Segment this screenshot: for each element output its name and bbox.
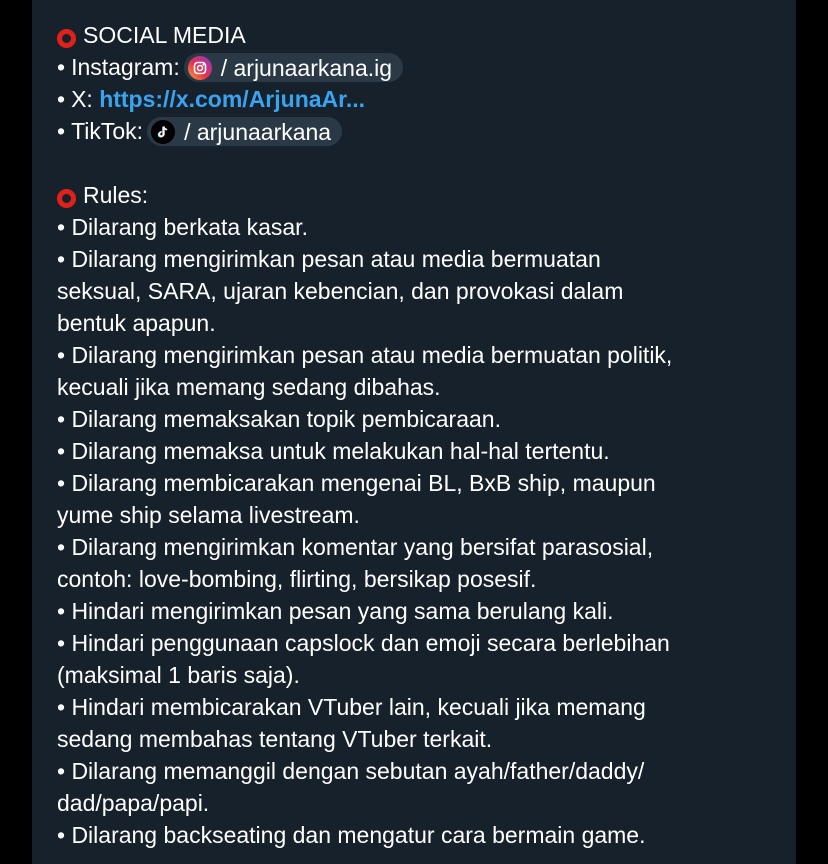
- rule-line: (maksimal 1 baris saja).: [57, 662, 300, 688]
- instagram-handle: / arjunaarkana.ig: [220, 54, 393, 81]
- rule-line: dad/papa/papi.: [57, 790, 210, 816]
- rule-line: • Dilarang mengirimkan pesan atau media bermuatan: [57, 246, 601, 272]
- rule-line: sedang membahas tentang VTuber terkait.: [57, 726, 493, 752]
- rule-line: • Dilarang mengirimkan pesan atau media bermuatan politik,: [57, 342, 673, 368]
- tiktok-handle: / arjunaarkana: [184, 118, 332, 145]
- rule-line: seksual, SARA, ujaran kebencian, dan provokasi dalam: [57, 278, 624, 304]
- instagram-chip[interactable]: [184, 53, 403, 82]
- rule-line: • Dilarang memaksa untuk melakukan hal-hal tertentu.: [57, 438, 610, 464]
- rule-line: • Dilarang berkata kasar.: [57, 214, 308, 240]
- bullet: •: [57, 54, 66, 80]
- red-circle-icon: [57, 189, 76, 208]
- tiktok-line: [57, 115, 787, 147]
- bullet: •: [57, 86, 66, 112]
- rule-line: • Dilarang backseating dan mengatur cara bermain game.: [57, 822, 646, 848]
- rule-line: • Dilarang mengirimkan komentar yang bersifat parasosial,: [57, 534, 654, 560]
- tiktok-chip[interactable]: [147, 117, 342, 146]
- rules-heading-line: [57, 179, 787, 211]
- rule-line: bentuk apapun.: [57, 310, 216, 336]
- rule-line: • Dilarang memanggil dengan sebutan ayah/father/daddy/: [57, 758, 645, 784]
- red-circle-icon: [57, 29, 76, 48]
- rule-line: kecuali jika memang sedang dibahas.: [57, 374, 441, 400]
- message-text: [57, 19, 787, 851]
- tiktok-icon: [151, 120, 175, 144]
- rule-line: • Hindari mengirimkan pesan yang sama berulang kali.: [57, 598, 614, 624]
- x-label: X:: [71, 86, 93, 112]
- x-line: [57, 83, 787, 115]
- tiktok-label: TikTok:: [71, 118, 144, 144]
- rule-line: • Hindari penggunaan capslock dan emoji secara berlebihan: [57, 630, 670, 656]
- instagram-label: Instagram:: [71, 54, 180, 80]
- bullet: •: [57, 118, 66, 144]
- rule-line: • Dilarang membicarakan mengenai BL, BxB ship, maupun: [57, 470, 656, 496]
- rules-heading: Rules:: [83, 182, 149, 208]
- social-heading-line: [57, 19, 787, 51]
- rule-line: • Dilarang memaksakan topik pembicaraan.: [57, 406, 501, 432]
- spacer: [57, 147, 787, 179]
- rule-line: contoh: love-bombing, flirting, bersikap posesif.: [57, 566, 537, 592]
- instagram-icon: [188, 56, 212, 80]
- rule-line: • Hindari membicarakan VTuber lain, kecuali jika memang: [57, 694, 646, 720]
- social-heading: SOCIAL MEDIA: [83, 22, 246, 48]
- x-link[interactable]: https://x.com/ArjunaAr...: [99, 86, 366, 112]
- instagram-line: [57, 51, 787, 83]
- rule-line: yume ship selama livestream.: [57, 502, 360, 528]
